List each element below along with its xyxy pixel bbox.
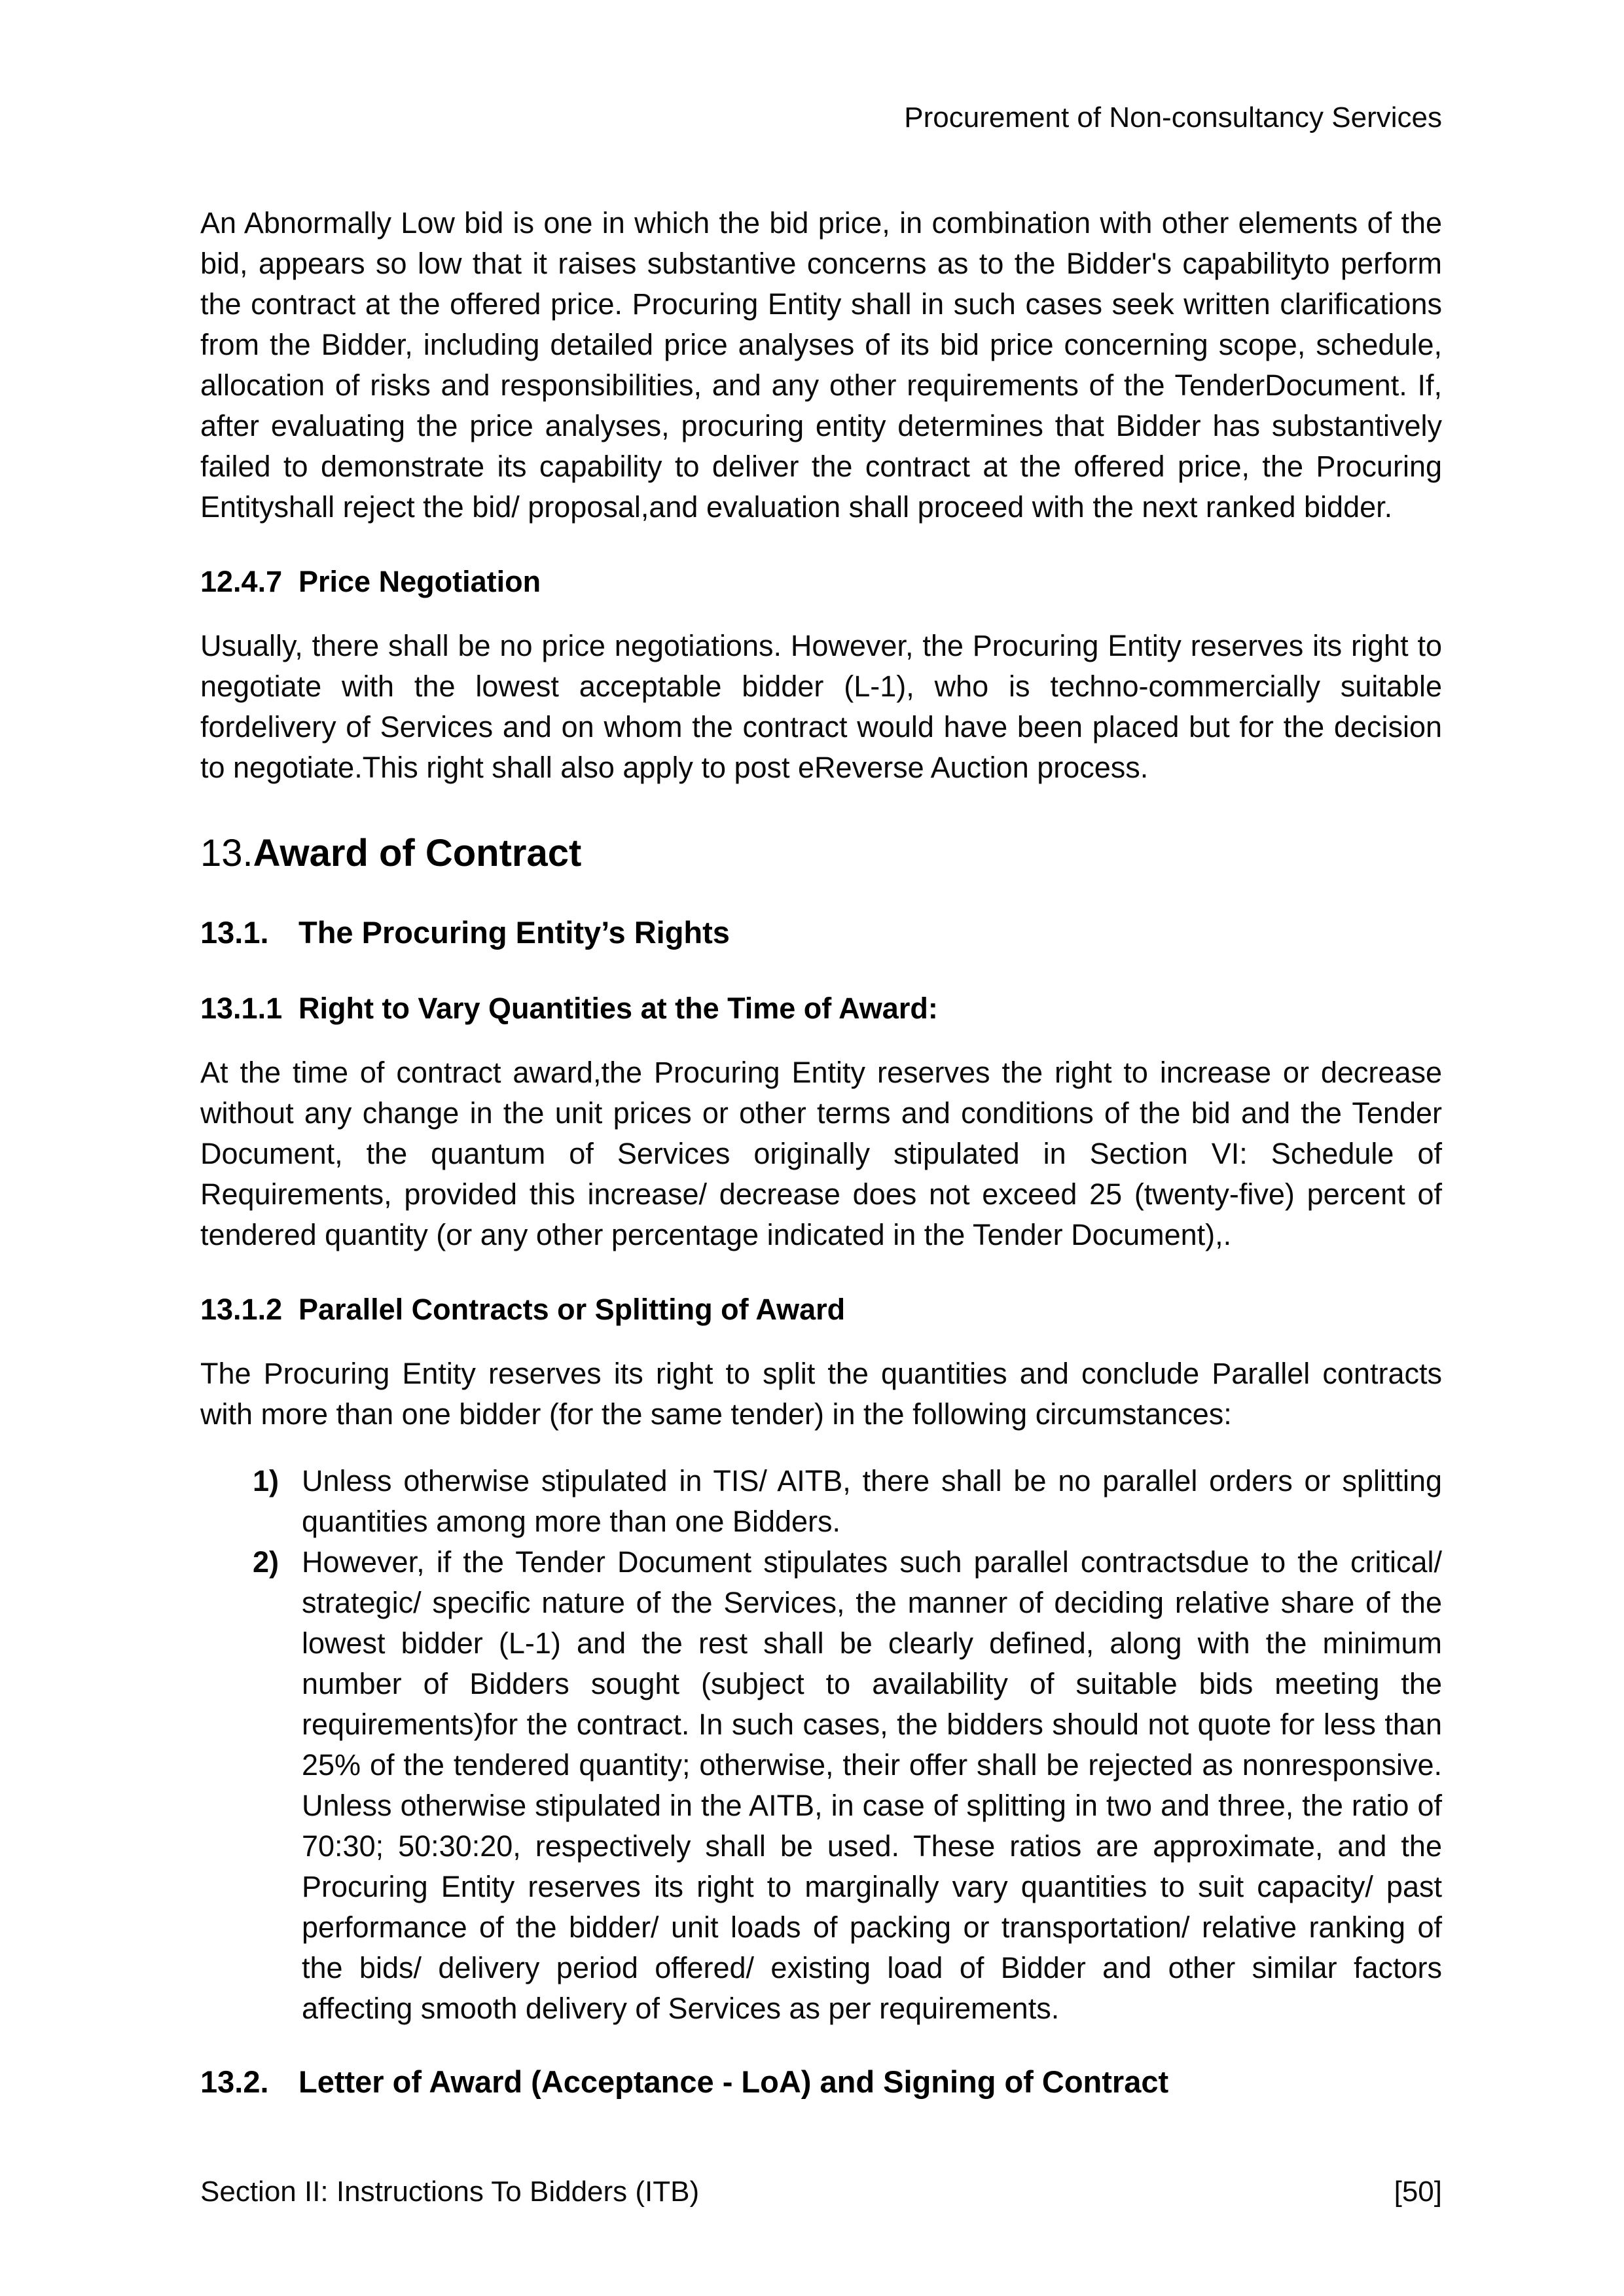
heading-13-number: 13. <box>200 832 253 874</box>
list-item-2-text: However, if the Tender Document stipulates such parallel contractsdue to the critical/ strategic/ specific nature of the Services, the manner of deciding relative share of the lowest bidder (L-1) and the rest shall be clearly defined, along with the minimum number of Bidders sought (subject to availability of suitable bids meeting the requirements)for the contract. In such cases, the bidders should not quote for less than 25% of the tendered quantity; otherwise, their offer shall be rejected as nonresponsive. Unless otherwise stipulated in the AITB, in case of splitting in two and three, the ratio of 70:30; 50:30:20, respectively shall be used. These ratios are approximate, and the Procuring Entity reserves its right to marginally vary quantities to suit capacity/ past performance of the bidder/ unit loads of packing or transportation/ relative ranking of the bids/ delivery period offered/ existing load of Bidder and other similar factors affecting smooth delivery of Services as per requirements. <box>302 1545 1442 2025</box>
footer-page-number: [50] <box>1394 2176 1442 2208</box>
list-item-1 <box>253 1461 1442 1542</box>
heading-13-1-1-title: Right to Vary Quantities at the Time of Award: <box>298 992 938 1025</box>
para-price-negotiation: Usually, there shall be no price negotiations. However, the Procuring Entity reserves its right to negotiate with the lowest acceptable bidder (L-1), who is techno-commercially suitable fordelivery of Services and on whom the contract would have been placed but for the decision to negotiate.This right shall also apply to post eReverse Auction process. <box>200 629 1442 784</box>
numbered-list <box>253 1461 1442 2029</box>
heading-13-2-title: Letter of Award (Acceptance - LoA) and Signing of Contract <box>298 2064 1169 2099</box>
list-item-2 <box>253 1542 1442 2029</box>
heading-13-1-1 <box>200 988 1442 1029</box>
heading-13-1-title: The Procuring Entity’s Rights <box>298 915 730 950</box>
list-item-1-text: Unless otherwise stipulated in TIS/ AITB, there shall be no parallel orders or splitting quantities among more than one Bidders. <box>302 1464 1442 1538</box>
heading-13-title: Award of Contract <box>253 832 582 874</box>
list-item-2-marker: 2) <box>253 1545 280 1579</box>
page-header <box>200 98 1442 137</box>
heading-12-4-7-title: Price Negotiation <box>298 565 541 598</box>
heading-13-2-number: 13.2. <box>200 2064 269 2099</box>
heading-13-1-1-number: 13.1.1 <box>200 992 283 1025</box>
header-title: Procurement of Non-consultancy Services <box>904 101 1442 134</box>
heading-12-4-7 <box>200 562 1442 602</box>
para-right-to-vary: At the time of contract award,the Procuring Entity reserves the right to increase or decrease without any change in the unit prices or other terms and conditions of the bid and the Tender Document, the quantum of Services originally stipulated in Section VI: Schedule of Requirements, provided this increase/ decrease does not exceed 25 (twenty-five) percent of tendered quantity (or any other percentage indicated in the Tender Document),. <box>200 1056 1442 1251</box>
heading-13 <box>200 827 1442 880</box>
heading-13-2 <box>200 2060 1442 2104</box>
list-item-1-marker: 1) <box>253 1464 280 1498</box>
heading-12-4-7-number: 12.4.7 <box>200 565 283 598</box>
para-parallel-contracts-intro: The Procuring Entity reserves its right to split the quantities and conclude Parallel contracts with more than one bidder (for the same tender) in the following circumstances: <box>200 1357 1442 1431</box>
page-footer <box>200 2173 1442 2211</box>
footer-section-label: Section II: Instructions To Bidders (ITB) <box>200 2176 700 2208</box>
heading-13-1-2-title: Parallel Contracts or Splitting of Award <box>298 1293 846 1326</box>
heading-13-1-2-number: 13.1.2 <box>200 1293 283 1326</box>
heading-13-1 <box>200 911 1442 954</box>
heading-13-1-2 <box>200 1289 1442 1330</box>
heading-13-1-number: 13.1. <box>200 915 269 950</box>
para-abnormally-low-bid: An Abnormally Low bid is one in which the bid price, in combination with other elements of the bid, appears so low that it raises substantive concerns as to the Bidder's capabilityto perform the contract at the offered price. Procuring Entity shall in such cases seek written clarifications from the Bidder, including detailed price analyses of its bid price concerning scope, schedule, allocation of risks and responsibilities, and any other requirements of the TenderDocument. If, after evaluating the price analyses, procuring entity determines that Bidder has substantively failed to demonstrate its capability to deliver the contract at the offered price, the Procuring Entityshall reject the bid/ proposal,and evaluation shall proceed with the next ranked bidder. <box>200 206 1442 524</box>
